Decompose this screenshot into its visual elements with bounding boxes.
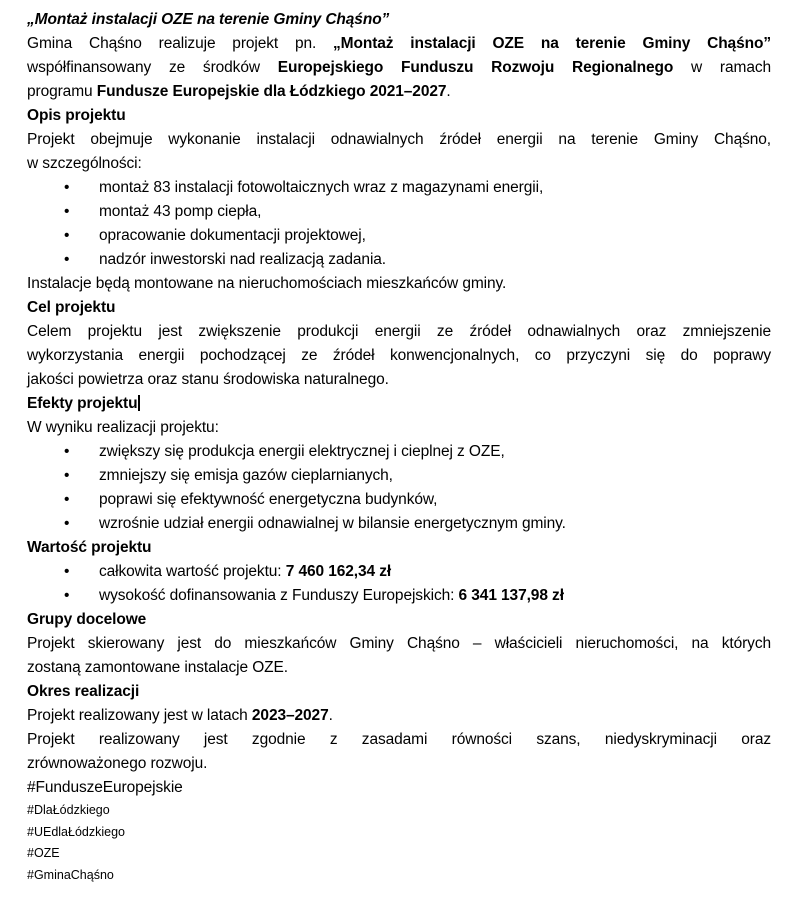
bullet-item: [27, 224, 771, 248]
text-run: całkowita wartość projektu:: [99, 563, 286, 580]
bullet-icon: •: [64, 251, 70, 268]
paragraph-line: [27, 320, 771, 344]
hashtag-line: [27, 800, 771, 822]
text-run: Projekt realizowany jest w latach: [27, 707, 252, 724]
bullet-item: [27, 176, 771, 200]
text-run: #OZE: [27, 846, 60, 860]
text-run: jakości powietrza oraz stanu środowiska naturalnego.: [27, 371, 389, 388]
text-run: Projekt realizowany jest zgodnie z zasadami równości szans, niedyskryminacji oraz: [27, 731, 771, 748]
text-run: #FunduszeEuropejskie: [27, 779, 183, 796]
paragraph-line: [27, 368, 771, 392]
section-heading: [27, 296, 771, 320]
paragraph-line: [27, 704, 771, 728]
text-run: .: [328, 707, 333, 724]
bullet-icon: •: [64, 443, 70, 460]
text-run: #GminaChąśno: [27, 867, 114, 882]
paragraph-line: [27, 416, 771, 440]
text-run: nadzór inwestorski nad realizacją zadania.: [99, 251, 387, 268]
text-run: #UEdlaŁódzkiego: [27, 824, 125, 839]
text-run: #DlaŁódzkiego: [27, 803, 110, 817]
text-run: zrównoważonego rozwoju.: [27, 755, 208, 772]
paragraph-line: [27, 272, 771, 296]
text-run: poprawi się efektywność energetyczna budynków,: [99, 491, 438, 508]
paragraph-line: [27, 656, 771, 680]
text-run: W wyniku realizacji projektu:: [27, 419, 219, 436]
bullet-item: [27, 248, 771, 272]
section-heading: [27, 392, 771, 416]
paragraph-line: [27, 128, 771, 152]
bullet-icon: •: [64, 587, 70, 604]
hashtag-line: [27, 776, 771, 800]
paragraph-line: [27, 728, 771, 752]
text-run: montaż 83 instalacji fotowoltaicznych wraz z magazynami energii,: [99, 179, 544, 196]
bullet-icon: •: [64, 179, 70, 196]
text-run: zmniejszy się emisja gazów cieplarnianych,: [99, 467, 393, 484]
paragraph-line: [27, 752, 771, 776]
text-run: 2023–2027: [251, 707, 329, 724]
hashtag-line: [27, 822, 771, 844]
text-run: 7 460 162,34 zł: [285, 563, 392, 580]
text-run: Efekty projektu: [27, 395, 138, 412]
text-run: współfinansowany ze środków: [27, 59, 278, 76]
text-run: Cel projektu: [27, 299, 116, 316]
paragraph-line: [27, 80, 771, 104]
text-run: Projekt obejmuje wykonanie instalacji odnawialnych źródeł energii na terenie Gminy Chąśno,: [27, 131, 771, 148]
hashtag-line: [27, 843, 771, 865]
bullet-item: [27, 512, 771, 536]
text-cursor-caret: [138, 395, 140, 411]
section-heading: [27, 608, 771, 632]
document-title: [27, 8, 771, 32]
text-run: Celem projektu jest zwiększenie produkcji energii ze źródeł odnawialnych oraz zmniejszenie: [27, 323, 771, 340]
text-run: 6 341 137,98 zł: [458, 587, 564, 604]
text-run: „Montaż instalacji OZE na terenie Gminy Chąśno”: [27, 11, 390, 28]
bullet-item: [27, 464, 771, 488]
bullet-icon: •: [64, 563, 70, 580]
bullet-item: [27, 560, 771, 584]
text-run: zwiększy się produkcja energii elektrycznej i cieplnej z OZE,: [99, 443, 505, 460]
text-run: „Montaż instalacji OZE na terenie Gminy Chąśno”: [333, 35, 771, 52]
text-run: Opis projektu: [27, 107, 126, 124]
text-run: w ramach: [673, 59, 772, 76]
bullet-icon: •: [64, 203, 70, 220]
text-run: Gmina Chąśno realizuje projekt pn.: [27, 35, 334, 52]
paragraph-line: [27, 152, 771, 176]
section-heading: [27, 680, 771, 704]
text-run: .: [446, 83, 451, 100]
text-run: Projekt skierowany jest do mieszkańców Gminy Chąśno – właścicieli nieruchomości, na których: [27, 635, 771, 652]
paragraph-line: [27, 632, 771, 656]
text-run: wysokość dofinansowania z Funduszy Europejskich:: [99, 587, 459, 604]
bullet-icon: •: [64, 515, 70, 532]
bullet-icon: •: [64, 227, 70, 244]
text-run: Grupy docelowe: [27, 611, 147, 628]
bullet-item: [27, 584, 771, 608]
text-run: wykorzystania energii pochodzącej ze źródeł konwencjonalnych, co przyczyni się do poprawy: [27, 347, 771, 364]
text-run: montaż 43 pomp ciepła,: [99, 203, 262, 220]
bullet-item: [27, 200, 771, 224]
paragraph-line: [27, 344, 771, 368]
bullet-icon: •: [64, 491, 70, 508]
bullet-item: [27, 440, 771, 464]
text-run: programu: [27, 83, 97, 100]
section-heading: [27, 536, 771, 560]
text-run: Fundusze Europejskie dla Łódzkiego 2021–2027: [96, 83, 447, 100]
text-run: zostaną zamontowane instalacje OZE.: [27, 659, 288, 676]
paragraph-line: [27, 32, 771, 56]
hashtag-line: [27, 865, 771, 887]
text-run: Okres realizacji: [27, 683, 140, 700]
text-run: opracowanie dokumentacji projektowej,: [99, 227, 366, 244]
text-run: Wartość projektu: [27, 539, 152, 556]
paragraph-line: [27, 56, 771, 80]
text-run: w szczególności:: [27, 155, 142, 172]
text-run: Europejskiego Funduszu Rozwoju Regionalnego: [277, 59, 674, 76]
bullet-icon: •: [64, 467, 70, 484]
bullet-item: [27, 488, 771, 512]
text-run: Instalacje będą montowane na nieruchomościach mieszkańców gminy.: [27, 275, 507, 292]
section-heading: [27, 104, 771, 128]
text-run: wzrośnie udział energii odnawialnej w bilansie energetycznym gminy.: [99, 515, 566, 532]
